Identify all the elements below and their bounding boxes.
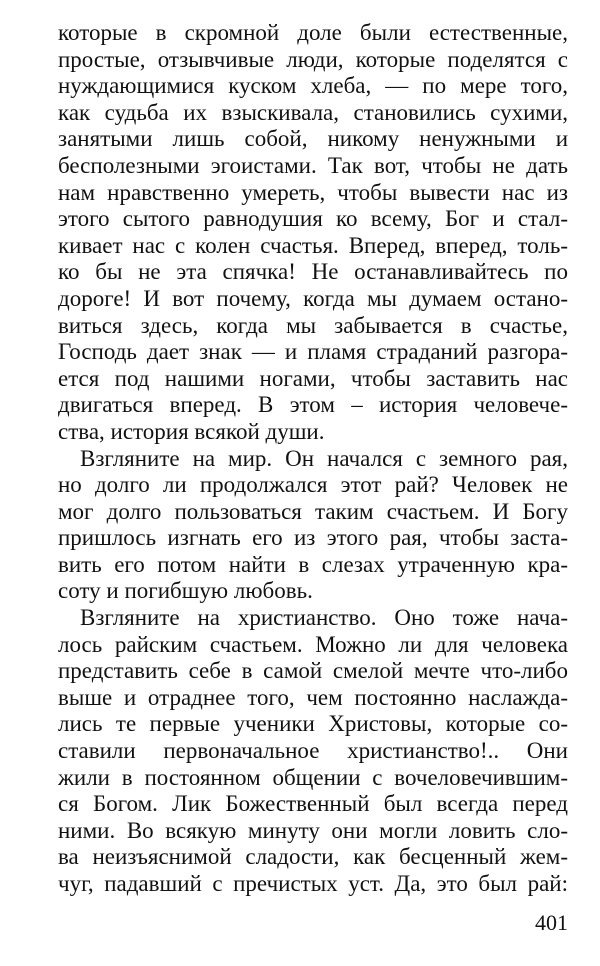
text-line: соту и погибшую любовь. — [58, 578, 313, 604]
text-line: пришлось изгнать его из этого рая, чтобы заста- — [58, 525, 568, 551]
text-line: Взгляните на мир. Он начался с земного рая, — [80, 445, 568, 471]
text-line: лись те первые ученики Христовы, которые со- — [58, 711, 568, 737]
page-body-text — [58, 20, 568, 898]
text-line: ва неизъяснимой сладости, как бесценный жем- — [58, 844, 568, 870]
text-line: дороге! И вот почему, когда мы думаем остано- — [58, 285, 568, 311]
text-line: как судьба их взыскивала, становились сухими, — [58, 99, 568, 125]
text-line: двигаться вперед. В этом – история человече- — [58, 392, 568, 418]
text-line: занятыми лишь собой, никому ненужными и — [58, 126, 568, 152]
text-line: Взгляните на христианство. Оно тоже нача- — [80, 605, 568, 631]
text-line: виться здесь, когда мы забывается в счастье, — [58, 312, 568, 338]
text-line: ними. Во всякую минуту они могли ловить сло- — [58, 817, 568, 843]
text-line: ко бы не эта спячка! Не останавливайтесь по — [58, 259, 568, 285]
paragraph — [58, 20, 568, 446]
text-line: ставили первоначальное христианство!.. Они — [58, 738, 568, 764]
text-line: ства, история всякой души. — [58, 418, 325, 444]
text-line: вить его потом найти в слезах утраченную кра- — [58, 551, 568, 577]
text-line: ся Богом. Лик Божественный был всегда перед — [58, 791, 568, 817]
text-line: чуг, падавший с пречистых уст. Да, это был рай: — [58, 871, 568, 896]
text-line: нам нравственно умереть, чтобы вывести нас из — [58, 179, 568, 205]
text-line: жили в постоянном общении с вочеловечившим- — [58, 764, 568, 790]
text-line: Господь дает знак — и пламя страданий разгора- — [58, 339, 568, 365]
text-line: нуждающимися куском хлеба, — по мере того, — [58, 73, 568, 99]
text-line: представить себе в самой смелой мечте что-либо — [58, 658, 568, 684]
text-line: но долго ли продолжался этот рай? Человек не — [58, 472, 568, 498]
page-number: 401 — [535, 910, 568, 935]
text-line: ется под нашими ногами, чтобы заставить нас — [58, 365, 568, 391]
text-line: которые в скромной доле были естественные, — [58, 20, 568, 45]
text-line: бесполезными эгоистами. Так вот, чтобы не дать — [58, 152, 568, 178]
paragraph — [58, 446, 568, 606]
text-line: этого сытого равнодушия ко всему, Бог и стал- — [58, 206, 568, 232]
text-line: кивает нас с колен счастья. Вперед, вперед, толь- — [58, 232, 568, 258]
text-line: мог долго пользоваться таким счастьем. И Богу — [58, 498, 568, 524]
text-line: лось райским счастьем. Можно ли для человека — [58, 631, 568, 657]
paragraph — [58, 605, 568, 898]
text-line: выше и отраднее того, чем постоянно наслажда- — [58, 684, 568, 710]
text-line: простые, отзывчивые люди, которые поделятся с — [58, 46, 568, 72]
